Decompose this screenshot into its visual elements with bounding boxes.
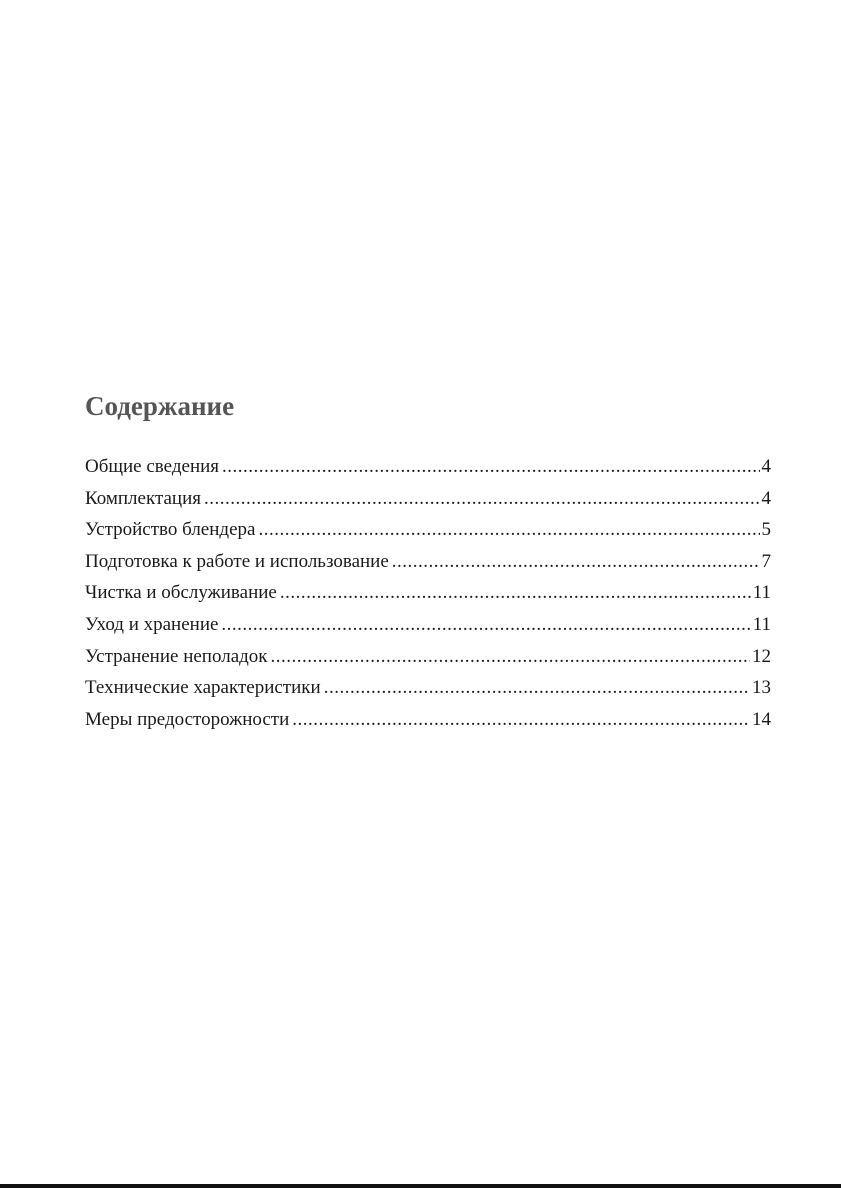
toc-entry[interactable] — [85, 672, 771, 704]
toc-entry[interactable] — [85, 451, 771, 483]
dot-leader — [324, 672, 750, 704]
dot-leader — [221, 609, 750, 641]
toc-entry-page: 4 — [761, 456, 771, 477]
toc-entry-page: 5 — [761, 519, 771, 541]
dot-leader — [258, 514, 759, 546]
toc-entry-label: Устранение неполадок — [85, 645, 268, 667]
dot-leader — [292, 704, 750, 736]
toc-entry-page: 11 — [752, 613, 771, 635]
toc-entry[interactable] — [85, 577, 771, 609]
toc-entry-page: 11 — [752, 582, 771, 604]
toc-entry[interactable] — [85, 641, 771, 673]
toc-entry-page: 14 — [752, 708, 771, 730]
toc-entry-page: 13 — [752, 677, 771, 699]
toc-entry-label: Чистка и обслуживание — [85, 582, 277, 604]
toc-entry-label: Меры предосторожности — [85, 708, 290, 730]
toc-entry-page: 12 — [752, 645, 771, 667]
toc-entry[interactable] — [85, 704, 771, 736]
toc-entry-page: 4 — [761, 487, 771, 509]
dot-leader — [204, 483, 760, 515]
toc-entry-label: Уход и хранение — [85, 613, 219, 635]
dot-leader — [280, 577, 751, 609]
page-title: Содержание — [85, 391, 235, 421]
dot-leader — [222, 451, 759, 483]
toc-entry[interactable] — [85, 609, 771, 641]
toc-entry[interactable] — [85, 483, 771, 515]
toc-entry-label: Подготовка к работе и использование — [85, 550, 389, 572]
table-of-contents — [85, 451, 771, 735]
toc-entry-label: Комплектация — [85, 487, 201, 509]
toc-entry-label: Технические характеристики — [85, 677, 321, 699]
bottom-rule — [0, 1184, 841, 1188]
toc-entry-page: 7 — [761, 550, 771, 572]
dot-leader — [271, 641, 750, 673]
toc-entry[interactable] — [85, 546, 771, 578]
toc-entry-label: Устройство блендера — [85, 519, 256, 541]
toc-entry-label: Общие сведения — [85, 456, 220, 477]
toc-entry[interactable] — [85, 514, 771, 546]
dot-leader — [392, 546, 760, 578]
